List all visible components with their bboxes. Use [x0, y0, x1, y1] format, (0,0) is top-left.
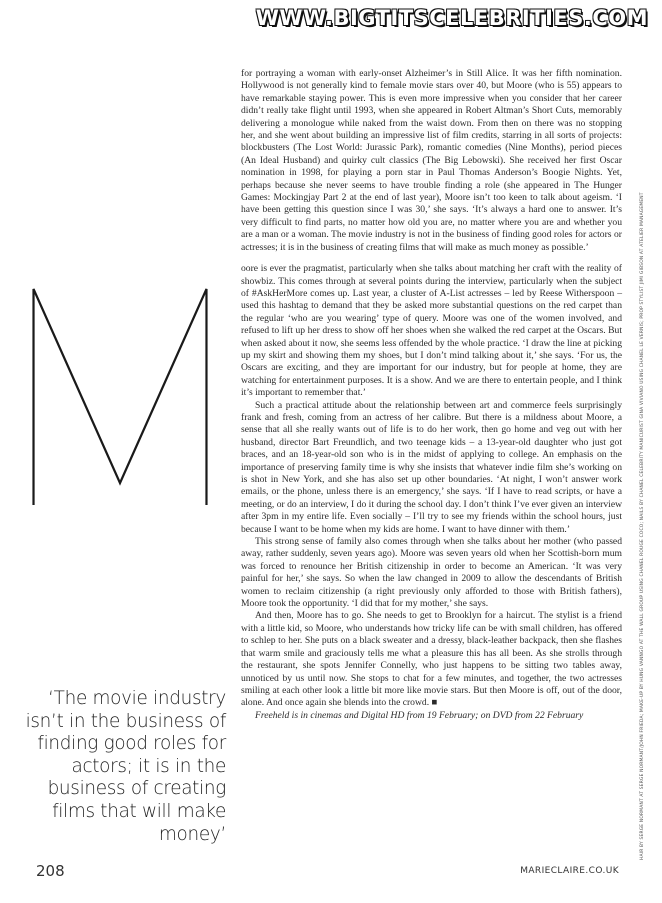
article-paragraph: And then, Moore has to go. She needs to get to Brooklyn for a haircut. The stylist is a friend with a little kid, so Moore, who understands how tricky life can be with small children, has offered to schlep to her. She puts on a black sweater and a dressy, black-leather backpack, then she flashes that warm smile and graciously tells me what a pleasure this has all been. As she strolls through the restaurant, she spots Jennifer Connelly, who just happens to be sitting two tables away, unnoticed by us until now. She stops to chat for a few minutes, and together, the two actresses smiling at each other look a little bit more like movie stars. But then Moore is off, out of the door, alone. And once again she blends into the crowd. ■: [241, 610, 622, 709]
site-url: MARIECLAIRE.CO.UK: [520, 866, 619, 876]
drop-cap-m-glyph: [28, 283, 212, 508]
page-number: 208: [36, 862, 65, 880]
article-body: [241, 68, 622, 722]
article-paragraph-dropcap: oore is ever the pragmatist, particularly when she talks about matching her craft with the reality of showbiz. This comes through at several points during the interview, particularly when the subject of #AskHerMore comes up. Last year, a cluster of A-List actresses – led by Reese Witherspoon – used this hashtag to demand that they be asked more substantial questions on the red carpet than the regular ‘who are you wearing’ type of query. Moore was one of the women involved, and refused to lift up her dress to show off her shoes when she walked the red carpet at the Oscars. But when asked about it now, she seems less offended by the whole practice. ‘I draw the line at picking up my skirt and showing them my shoes, but I don’t mind talking about it,’ she says. ‘For us, the Oscars are exciting, and they are important for our industry, but for people at home, they are watching for entertainment purposes. It is a show. And we are there to entertain people, and I think it’s important to remember that.’: [241, 263, 622, 399]
pull-quote: ‘The movie industry isn’t in the business of finding good roles for actors; it is in the business of creating films that will make money’: [25, 688, 226, 845]
article-paragraph: Such a practical attitude about the relationship between art and commerce feels surprisingly frank and fresh, coming from an actress of her calibre. But there is a mildness about Moore, a sense that all she really wants out of life is to do her work, then go home and veg out with her husband, director Bart Freundlich, and two teenage kids – a 13-year-old daughter who just got braces, and an 18-year-old son who is in the midst of applying to college. An emphasis on the importance of preserving family time is why she insists that whatever indie film she’s working on is shot in New York, and she has also set up other boundaries. ‘At night, I won’t answer work emails, or the phone, unless there is an emergency,’ she says. ‘If I have to read scripts, or have a meeting, or do an interview, I do it during the school day. I don’t think I’ve ever given an interview after 3pm in my entire life. Even socially – I’ll try to see my friends within the school hours, just because I want to be home when my kids are home. I want to have dinner with them.’: [241, 399, 622, 535]
article-footnote: Freeheld is in cinemas and Digital HD from 19 February; on DVD from 22 February: [255, 709, 584, 721]
watermark: WWW.BIGTITSCELEBRITIES.COM: [255, 6, 648, 30]
article-paragraph: This strong sense of family also comes through when she talks about her mother (who passed away, rather suddenly, seven years ago). Moore was seven years old when her Scottish-born mum was forced to renounce her British citizenship in order to become an American. ‘It was very painful for her,’ she says. So when the law changed in 2009 to allow the descendants of British women to reclaim citizenship (a right previously only afforded to those with British fathers), Moore took the opportunity. ‘I did that for my mother,’ she says.: [241, 536, 622, 610]
article-paragraph: for portraying a woman with early-onset Alzheimer’s in Still Alice. It was her fifth nomination. Hollywood is not generally kind to female movie stars over 40, but Moore (who is 55) appears to have remarkable staying power. This is even more impressive when you consider that her career didn’t really take flight until 1993, when she appeared in Robert Altman’s Short Cuts, memorably delivering a monologue while naked from the waist down. From then on there was no stopping her, and she went about building an impressive list of film credits, starring in all sorts of projects: blockbusters (The Lost World: Jurassic Park), romantic comedies (Nine Months), period pieces (An Ideal Husband) and quirky cult classics (The Big Lebowski). She received her first Oscar nomination in 1998, for playing a porn star in Paul Thomas Anderson’s Boogie Nights. Yet, perhaps because she never seems to have trouble finding a role (she appeared in The Hunger Games: Mockingjay Part 2 at the end of last year), Moore isn’t too keen to talk about ageism. ‘I have been getting this question since I was 30,’ she says. ‘It’s always a hard one to answer. It’s very difficult to find parts, no matter how old you are, no matter where you are and whether you are a man or a woman. The movie industry is not in the business of finding good roles for actors or actresses; it is in the business of creating films that will make as much money as possible.’: [241, 68, 622, 253]
drop-cap: [28, 283, 212, 508]
photo-credits: HAIR BY SERGE NORMANT AT SERGE NORMANT/JOHN FRIEDA; MAKE-UP BY HUNG VANNGO AT THE WALL GROUP USING CHANEL ROUGE COCO; NAILS BY CHANEL CELEBRITY MANICURIST GINA VIVIANO USING CHANEL LE VERNIS; PROP STYLIST JIMI GIBSON AT ATELIER MANAGEMENT: [640, 192, 645, 860]
